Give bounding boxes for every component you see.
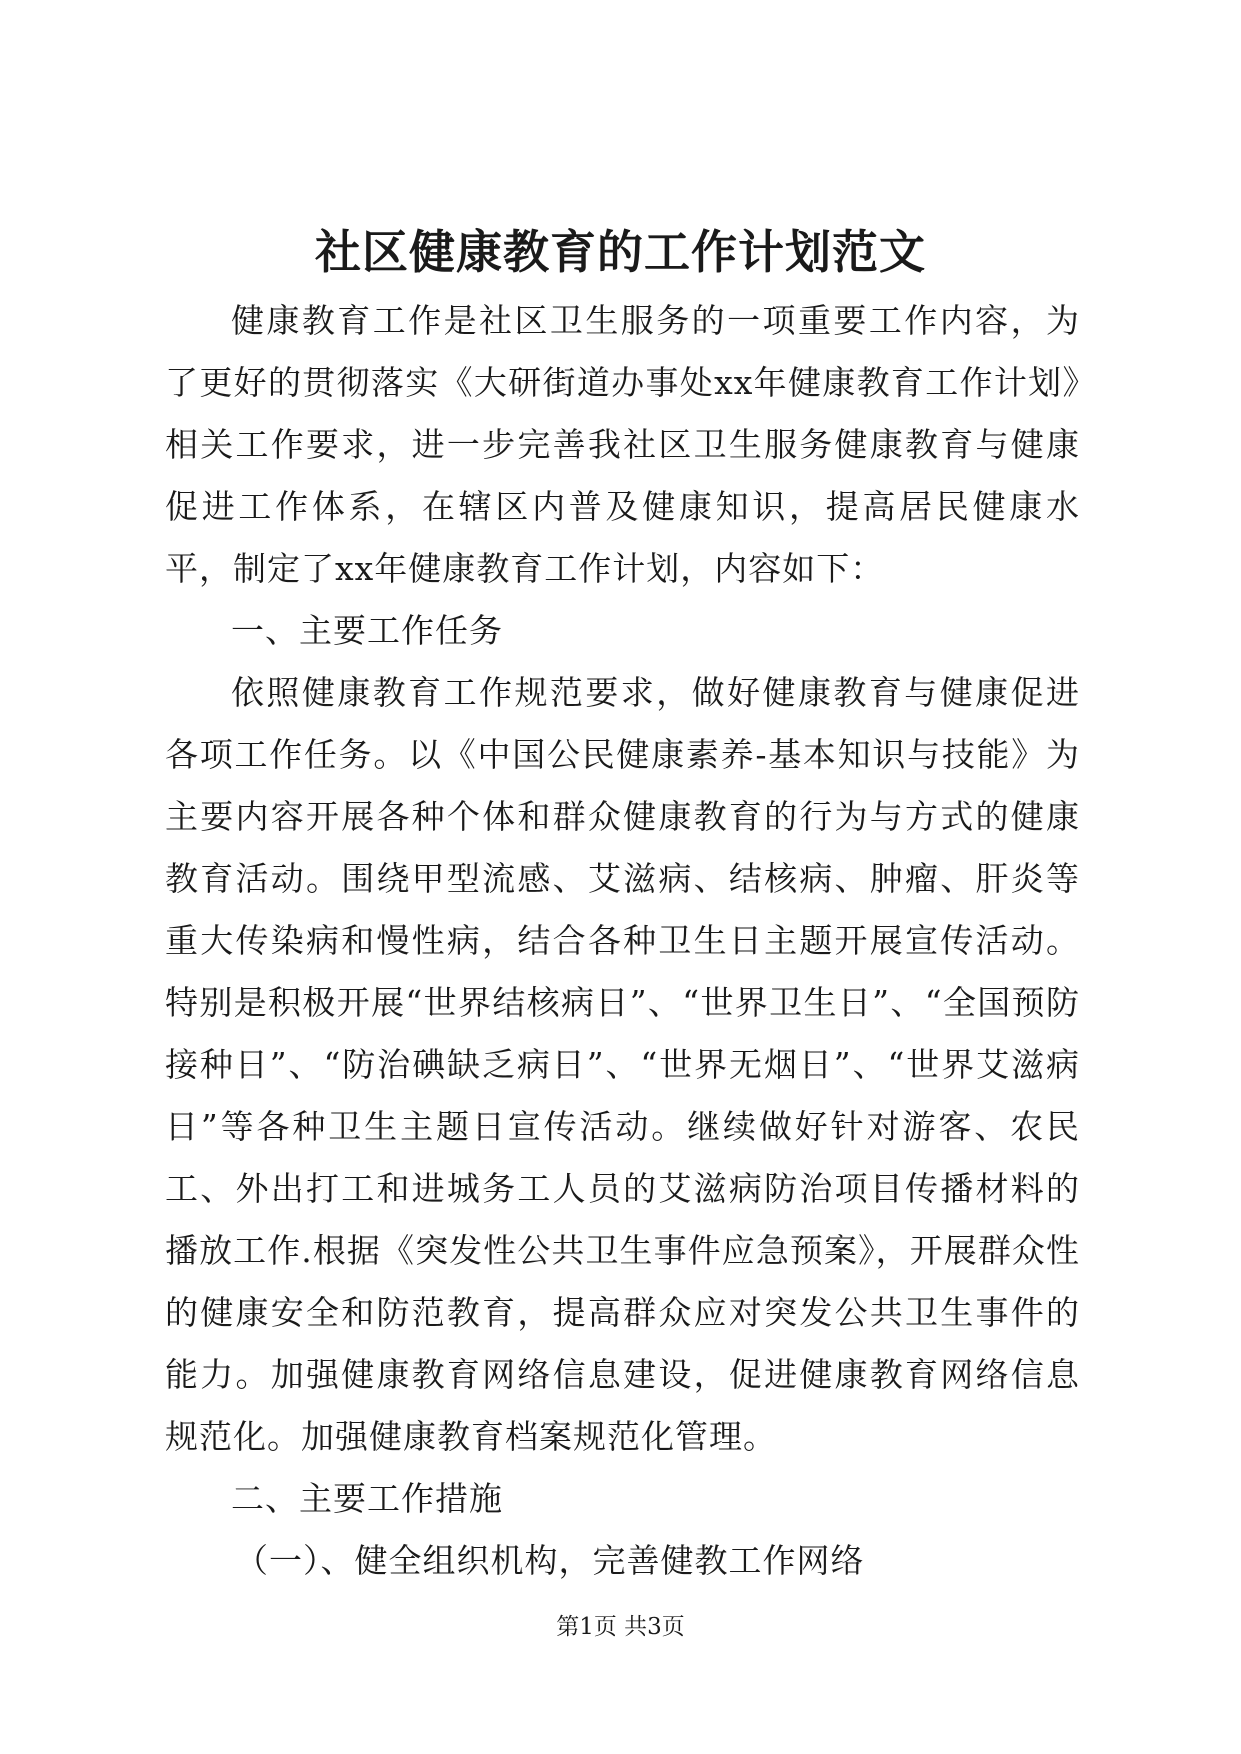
document-title: 社区健康教育的工作计划范文 [315, 225, 926, 279]
section-heading-2: 二、主要工作措施 [231, 1479, 503, 1518]
section-1-paragraph: 依照健康教育工作规范要求，做好健康教育与健康促进各项工作任务。以《中国公民健康素养-基本知识与技能》为主要内容开展各种个体和群众健康教育的行为与方式的健康教育活动。围绕甲型流感、艾滋病、结核病、肿瘤、肝炎等重大传染病和慢性病，结合各种卫生日主题开展宣传活动。特别是积极开展“世界结核病日”、“世界卫生日”、“全国预防接种日”、“防治碘缺乏病日”、“世界无烟日”、“世界艾滋病日”等各种卫生主题日宣传活动。继续做好针对游客、农民工、外出打工和进城务工人员的艾滋病防治项目传播材料的播放工作.根据《突发性公共卫生事件应急预案》，开展群众性的健康安全和防范教育，提高群众应对突发公共卫生事件的能力。加强健康教育网络信息建设，促进健康教育网络信息规范化。加强健康教育档案规范化管理。 [165, 673, 1080, 1456]
section-heading-1: 一、主要工作任务 [231, 611, 503, 650]
intro-paragraph: 健康教育工作是社区卫生服务的一项重要工作内容，为了更好的贯彻落实《大研街道办事处xx年健康教育工作计划》相关工作要求，进一步完善我社区卫生服务健康教育与健康促进工作体系，在辖区内普及健康知识，提高居民健康水平，制定了xx年健康教育工作计划，内容如下： [165, 301, 1080, 588]
document-body [165, 290, 1080, 1592]
page-footer: 第1页 共3页 [556, 1614, 685, 1640]
subsection-heading-1: （一）、健全组织机构，完善健教工作网络 [235, 1541, 865, 1580]
